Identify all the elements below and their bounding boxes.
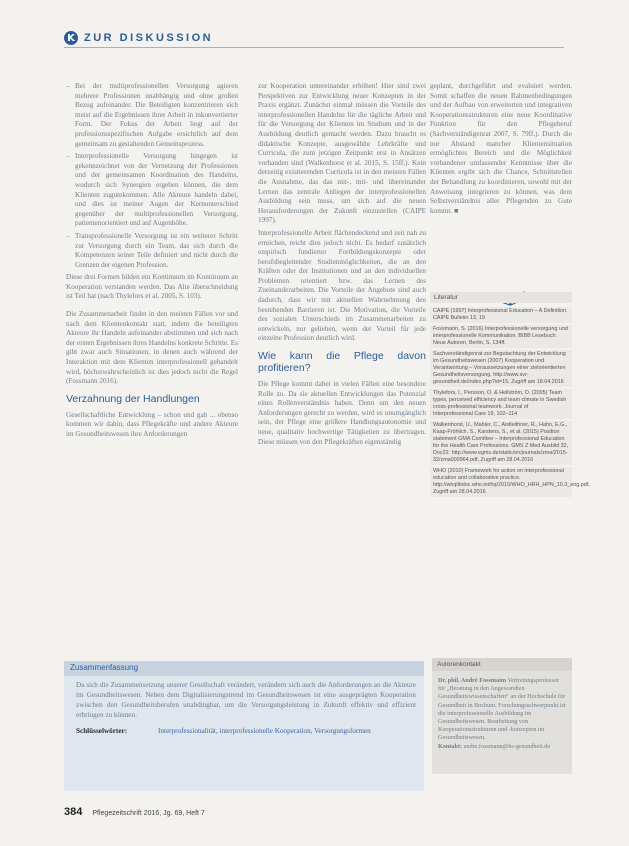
header-divider	[64, 47, 564, 48]
k-badge-icon: K	[64, 31, 78, 45]
literature-entry: WHO (2010) Framework for action on interprofessional education and collaborative practice. http://whqlibdoc.who.int/hq/2010/WHO_HRH_HPN_10.3_eng.pdf, Zugriff am 28.04.2016	[430, 467, 572, 497]
subheading: Wie kann die Pflege davon profitieren?	[258, 350, 426, 375]
paragraph: Die Pflege kommt dabei in vielen Fällen eine besondere Rolle zu. Da sie aktuellen Entwicklungen das Potenzial eines Rollenverständnis haben. Denn um den neuen Anforderungen gerecht zu werden, wird es unumgänglich sein, der Pflege eine größere Handlungsautonomie und neue, qualitativ hochwertige Tätigkeiten zu übertragen. Diese müssen von den Pflegekräften eigenständig	[258, 380, 426, 446]
list-item: – Bei der multiprofessionellen Versorgung agieren mehrere Professionen unabhängig und ohne großen Bezug aufeinander. Die Beteiligten konzentrieren sich meist auf die Ergebnissen ihrer Arbeit in inkonvertierter Form. Der Fokus der Arbeit liegt auf der professionsspezifischen Aufgabe ersichtlich auf dem gemeinsam zu gestaltenden Gemeinsprozess.	[66, 82, 238, 149]
keywords-text: Interprofessionalität, interprofessionelle Kooperation, Versorgungsformen	[158, 727, 371, 735]
section-header	[64, 28, 213, 48]
list-item: – Interprofessionelle Versorgung hingegen ist gekennzeichnet von der Vernetzung der Professionen und der gemeinsamen Koordination des Handelns, wodurch sich Synergien ergeben können, die dem Klienten zugutekommen. Alle Akteure handeln dabei, und dies ist meiner Augen der Kernunterschied gegenüber der multiprofessionellen Versorgung, patientenorientiert und auf Augenhöhe.	[66, 152, 238, 229]
literature-entry: Sachverständigenrat zur Begutachtung der Entwicklung im Gesundheitswesen (2007) Kooperation und Verantwortung – Voraussetzungen einer zielorientierten Gesundheitsversorgung. http://www.svr-gesundheit.de/index.php?id=15, Zugriff am 18.04.2016	[430, 350, 572, 387]
literature-entry: Walkenhorst, U., Mahler, C., Aistleithner, R., Hahn, E.G., Kaap-Fröhlich, S., Karstens, S., et al. (2015) Position statement GMA Comittee – Interprofessional Education for the Health Care Professions. GMS Z Med Ausbild 32, Doc22. http://www.egms.de/static/en/journals/zma/2015-32/zma000964.pdf, Zugriff am 28.04.2016	[430, 421, 572, 465]
section-title: ZUR DISKUSSION	[84, 32, 214, 44]
author-box	[432, 658, 572, 774]
paragraph: geplant, durchgeführt und evaluiert werden. Somit schaffen die neuen Rahmenbedingungen und der Aufbau von erweiterten und integrativen Kooperationsstrukturen eine neue Koordinative Funktion für den Pflegeberuf (Sachverständigenrat 2007, S. 79ff.). Durch die nur Abstand mancher Klientensituation ermöglichtes Bereich und die Möglichkeit vorhandener umfassender Kenntnisse über die Klienten ergibt sich die Chance, Schnittstellen der Behandlung zu koordinieren, sowohl mit der Anweisung integrieren zu können, was dem Selbstverständnis aller Pflegenden zu Gute kommt. ■	[430, 82, 572, 215]
literature-entry: Thylefors, I., Persson, O. & Hellström, D. (2005) Team types, perceived efficiency and team climate in Swedish cross-professional teamwork. Journal of Interprofessional Care 19, 102–114	[430, 389, 572, 419]
journal-reference: Pflegezeitschrift 2016, Jg. 69, Heft 7	[92, 810, 205, 817]
summary-label: Zusammenfassung	[64, 661, 424, 676]
literature-box	[430, 292, 590, 499]
column-3	[430, 82, 572, 219]
subheading: Verzahnung der Handlungen	[66, 392, 200, 405]
author-text	[432, 671, 572, 751]
paragraph: Die Zusammenarbeit findet in den meisten Fällen vor und nach dem Klientenkontakt statt, indem die beteiligten Akteure ihr Handeln aufeinander abstimmen und sich nach der ersten Ergebnissen ihres Handelns konkrete Schritte. Es gibt zwar auch Situationen, in denen auch während der Interaktion mit dem Klienten interprofessionell gehandelt wird, höchstwahrscheinlich ist dies jedoch nicht die Regel (Fossmann 2016).	[66, 310, 238, 386]
author-bio: Vertretungsprofessor für „Beratung in den Angewandten Gesundheitswissenschaften“ an der Hochschule für Gesundheit in Bochum. Forschungsschwerpunkt ist die interprofessionelle Ausbildung im Gesundheitswesen. Bearbeitung von Kooperationsstrukturen und -konzepten im Gesundheitswesen.	[438, 677, 566, 742]
keywords-row	[64, 720, 424, 736]
keywords-label: Schlüsselwörter:	[76, 727, 128, 735]
summary-box	[64, 661, 424, 791]
literature-entry: Fossmann, S. (2016) Interprofessionelle versorgung und interprofessionelle Kommunikation. BIBB Lesebuch. Neue Autoren, Berlin, S. 134ff.	[430, 325, 572, 348]
paragraph: Interprofessionelle Arbeit flächendeckend und zeit nah zu erreichen, reicht dies jedoch nicht. Es bedarf zusätzlich empirisch fundierter Fortbildungskonzepte oder berufsbegleitender Studienmöglichkeiten, die an den Kräften oder der Institutionen und an den individuellen Problemen orientiert bzw. das Lernen des Zueinanderarbeiten. Die Vorteile der Angebote sind auch dadurch, dass wir mit aktuellen Wahrnehmung den bestehenden Barrieren ist. Die Motivation, die Vorteile des sozialen Unterschieds im Zusammenarbeiten zu entwickeln, nur geliehen, wenn der Vorteil für jede einzelne Profession deutlich wird.	[258, 228, 426, 343]
contact-label: Kontakt:	[438, 742, 463, 750]
summary-text: Da sich die Zusammensetzung unserer Gesellschaft verändert, verändern sich auch die Anforderungen an die Akteure im Gesundheitswesen. Neben dem Digitalisierungstrend im Gesundheitswesen ist eine ausgeprägten Kooperation zwischen den Gesundheitsberufen unabdingbar, um die Versorgungsleistung in Zukunft effektiv und effizient erbringen zu können.	[76, 681, 416, 719]
column-2	[258, 82, 426, 450]
paragraph: Diese drei Formen bilden ein Kontinuum im Kontinuum an Kooperation verstanden werden. Das Alte überschneidung ist Teil hat (nach Thylefors et al. 2005, S. 103).	[66, 273, 238, 301]
paragraph: zur Kooperation untereinander erhöhen! Hier sind zwei Perspektiven zur Entwicklung neuer Konzepten in der Praxis ergänzt. Zunächst einmal müssen die Vorteile des interprofessionellen Handelns für die tägliche Arbeit und für die Versorgung der Klienten im Studium und in der Ausbildung deutlich gemacht werden. Dazu braucht es didaktische Konzepte, ausgewählte Lehrkräfte und Curricula, die zum jetzigen Zeitpunkt erst in Ansätzen vorhanden sind (Walkenhorst et al. 2015, S. 15ff.). Kein derzeitig existierenden Curricula ist in den meisten Fällen die Ausnahme, das das mit-, mit- und übereinander Lernen das zentrale Anliegen der interprofessionellen Ausbildung sein muss, um sich auf die neuen Herausforderungen der Zukunft einzustellen (CAIPE 1997).	[258, 82, 426, 225]
author-name: Dr. phil. André Fossmann	[438, 677, 507, 684]
page-number: 384	[64, 806, 83, 818]
footer	[64, 806, 205, 818]
literature-label: Literatur	[430, 292, 572, 303]
author-label: Autorenkontakt	[432, 658, 572, 671]
column-1	[66, 82, 238, 443]
list-item: – Transprofessionelle Versorgung ist ein weiterer Schritt zur Versorgung durch ein Team, das sich durch die Kompetenzen seiner Teile definiert und nicht durch die Grenzen der eigenen Profession.	[66, 232, 238, 270]
paragraph: Gesellschaftliche Entwicklung – schon und gab ... ebenso kommen wir dahin, dass Pflegekräfte und andere Akteure im Gesundheitswesen ihre Anforderungen	[66, 410, 238, 438]
contact-email: andre.fossmann@hs-gesundheit.de	[463, 742, 551, 750]
bullet-list	[66, 82, 238, 270]
literature-entry: CAIPE (1997) Interprofessional Education – A Definition. CAIPE Bulletin 13, 19	[430, 307, 572, 323]
